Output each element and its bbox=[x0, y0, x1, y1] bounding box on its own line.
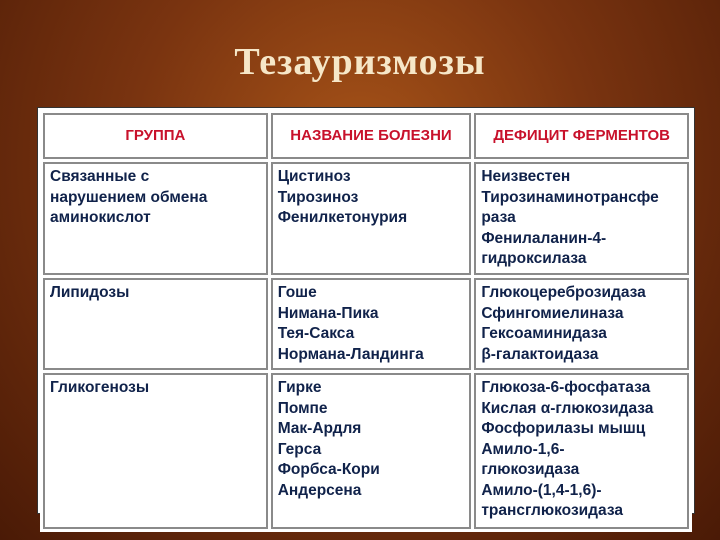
cell-line: Помпе bbox=[277, 399, 328, 417]
header-enzyme-deficit: ДЕФИЦИТ ФЕРМЕНТОВ bbox=[474, 113, 689, 159]
cell-line: Цистиноз bbox=[277, 168, 351, 185]
cell-line: Гликогенозы bbox=[50, 379, 150, 396]
cell-line: раза bbox=[481, 209, 516, 226]
cell-line: Глюкоцереброзидаза bbox=[481, 284, 646, 301]
enzyme-cell bbox=[474, 278, 689, 370]
header-group: ГРУППА bbox=[43, 113, 268, 159]
table-row bbox=[43, 278, 689, 370]
cell-line: Фосфорилазы мышц bbox=[481, 420, 646, 437]
cell-line: Тея-Сакса bbox=[277, 325, 355, 342]
cell-line: Гоше bbox=[277, 284, 317, 301]
cell-line: Форбса-Кори bbox=[277, 461, 380, 478]
cell-line: Гексоаминидаза bbox=[481, 325, 607, 342]
cell-line: Сфингомиелиназа bbox=[481, 304, 624, 322]
cell-line: Фенилкетонурия bbox=[277, 209, 408, 226]
disease-cell bbox=[271, 162, 472, 275]
cell-line: β-галактоидаза bbox=[481, 345, 599, 363]
cell-line: Тирозиноз bbox=[277, 188, 359, 206]
cell-line: гидроксилаза bbox=[481, 250, 587, 267]
cell-line: трансглюкозидаза bbox=[481, 502, 623, 519]
diseases-table bbox=[40, 110, 692, 532]
group-cell bbox=[43, 162, 268, 275]
cell-line: Нимана-Пика bbox=[277, 304, 379, 322]
cell-line: аминокислот bbox=[50, 209, 151, 226]
cell-line: Гирке bbox=[277, 379, 322, 396]
cell-line: Герса bbox=[277, 440, 322, 458]
cell-line: Андерсена bbox=[277, 481, 362, 499]
cell-line: Связанные с bbox=[50, 168, 150, 185]
enzyme-cell bbox=[474, 162, 689, 275]
cell-line: Фенилаланин-4- bbox=[481, 229, 607, 247]
cell-line: Кислая α-глюкозидаза bbox=[481, 399, 654, 417]
table-row bbox=[43, 373, 689, 529]
cell-line: Глюкоза-6-фосфатаза bbox=[481, 379, 651, 396]
cell-line: Липидозы bbox=[50, 284, 130, 301]
table-header-row bbox=[43, 113, 689, 159]
cell-line: Амило-1,6- bbox=[481, 440, 565, 458]
cell-line: глюкозидаза bbox=[481, 461, 580, 478]
enzyme-cell bbox=[474, 373, 689, 529]
disease-cell bbox=[271, 278, 472, 370]
cell-line: Неизвестен bbox=[481, 168, 571, 185]
cell-line: нарушением обмена bbox=[50, 188, 208, 206]
cell-line: Амило-(1,4-1,6)- bbox=[481, 481, 602, 499]
cell-line: Тирозинаминотрансфе bbox=[481, 188, 659, 206]
slide-title: Тезауризмозы bbox=[234, 41, 486, 83]
cell-line: Мак-Ардля bbox=[277, 420, 362, 437]
group-cell bbox=[43, 373, 268, 529]
cell-line: Нормана-Ландинга bbox=[277, 345, 424, 363]
table-row bbox=[43, 162, 689, 275]
diseases-table-container bbox=[37, 107, 695, 519]
header-disease-name: НАЗВАНИЕ БОЛЕЗНИ bbox=[271, 113, 472, 159]
group-cell bbox=[43, 278, 268, 370]
disease-cell bbox=[271, 373, 472, 529]
